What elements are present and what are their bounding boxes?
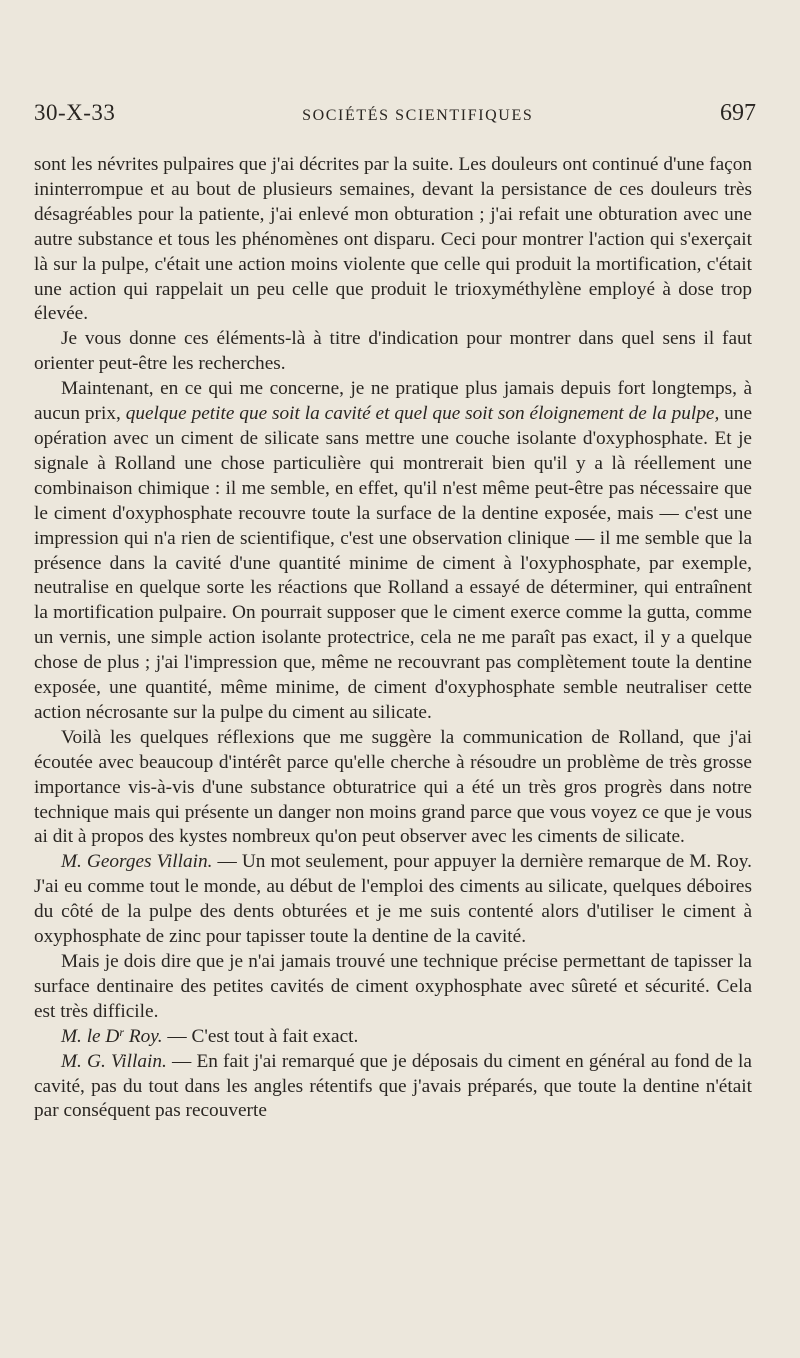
paragraph [34,377,752,726]
italic-phrase: quelque petite que soit la cavité et quel que soit son éloignement de la pulpe, [125,403,720,425]
speaker-paragraph [34,1025,752,1050]
paragraph-text: Mais je dois dire que je n'ai jamais trouvé une technique précise permettant de tapisser la surface dentinaire des petites cavités de ciment oxyphosphate avec sûreté et sécurité. Cela est très difficile. [34,951,752,1022]
paragraph [34,950,752,1025]
speaker-name: M. Georges Villain. [61,851,213,873]
paragraph [34,327,752,377]
body-text [34,153,752,1124]
speaker-superscript: r [119,1024,125,1039]
paragraph-text: — En fait j'ai remarqué que je déposais du ciment en général au fond de la cavité, pas du tout dans les angles rétentifs que j'avais préparés, que toute la dentine n'était par conséquent pas recouverte [34,1050,752,1122]
paragraph-text: sont les névrites pulpaires que j'ai décrites par la suite. Les douleurs ont continué d'une façon ininterrompue et au bout de plusieurs semaines, devant la persistance de ces douleurs très désagréables pour la patiente, j'ai enlevé mon obturation ; j'ai refait une obturation avec une autre substance et tous les phénomènes ont disparu. Ceci pour montrer l'action qui s'exerçait là sur la pulpe, c'était une action moins violente que celle qui produit la mortification, c'était une action qui rappelait un peu celle que produit le trioxyméthylène employé à dose trop élevée. [34,154,752,325]
paragraph-text: Je vous donne ces éléments-là à titre d'indication pour montrer dans quel sens il faut orienter peut-être les recherches. [34,328,752,375]
paragraph-text: — C'est tout à fait exact. [162,1025,359,1047]
header-title: SOCIÉTÉS SCIENTIFIQUES [302,107,534,124]
speaker-suffix: Roy. [124,1025,163,1047]
paragraph [34,726,752,851]
running-header [34,100,756,127]
paragraph-continuation [34,153,752,327]
paragraph-text: une opération avec un ciment de silicate sans mettre une couche isolante d'oxyphosphate. Et je signale à Rolland une chose particulière qui montrerait bien qu'il y a là réellement une combinaison chimique : il me semble, en effet, qu'il n'est même peut-être pas nécessaire que le ciment d'oxyphosphate recouvre toute la surface de la dentine exposée, mais — c'est une impression qui n'a rien de scientifique, c'est une observation clinique — il me semble que la présence dans la cavité d'une quantité minime de ciment à l'oxyphosphate, par exemple, neutralise en quelque sorte les réactions que Rolland a essayé de déterminer, qui entraînent la mortification pulpaire. On pourrait supposer que le ciment exerce comme la gutta, comme un vernis, une simple action isolante protectrice, cela ne me paraît pas exact, il y a quelque chose de plus ; j'ai l'impression que, même ne recouvrant pas complètement toute la dentine exposée, une quantité, même minime, de ciment d'oxyphosphate semble neutraliser cette action nécrosante sur la pulpe du ciment au silicate. [34,403,753,723]
paragraph-text: Maintenant, en ce qui me concerne, je ne pratique plus jamais depuis fort longtemps, à aucun prix, [34,378,752,425]
header-date: 30-X-33 [34,100,116,125]
speaker-name [61,1026,163,1047]
speaker-prefix: M. le D [61,1025,120,1047]
paragraph-text: — Un mot seulement, pour appuyer la dernière remarque de M. Roy. J'ai eu comme tout le monde, au début de l'emploi des ciments au silicate, quelques déboires du côté de la pulpe des dents obturées et je me suis contenté alors d'utiliser le ciment à oxyphosphate de zinc pour tapisser toute la dentine de la cavité. [34,851,752,948]
speaker-paragraph [34,1050,752,1125]
paragraph-text: Voilà les quelques réflexions que me suggère la communication de Rolland, que j'ai écoutée avec beaucoup d'intérêt parce qu'elle cherche à résoudre un problème de très grosse importance vis-à-vis d'une substance obturatrice qui a été un très gros progrès dans notre technique mais qui présente un danger non moins grand parce que vous voyez ce que je vous ai dit à propos des kystes nombreux qu'on peut observer avec les ciments de silicate. [34,726,752,848]
speaker-name: M. G. Villain. [61,1050,167,1072]
page-number: 697 [720,100,756,126]
speaker-paragraph [34,850,752,950]
